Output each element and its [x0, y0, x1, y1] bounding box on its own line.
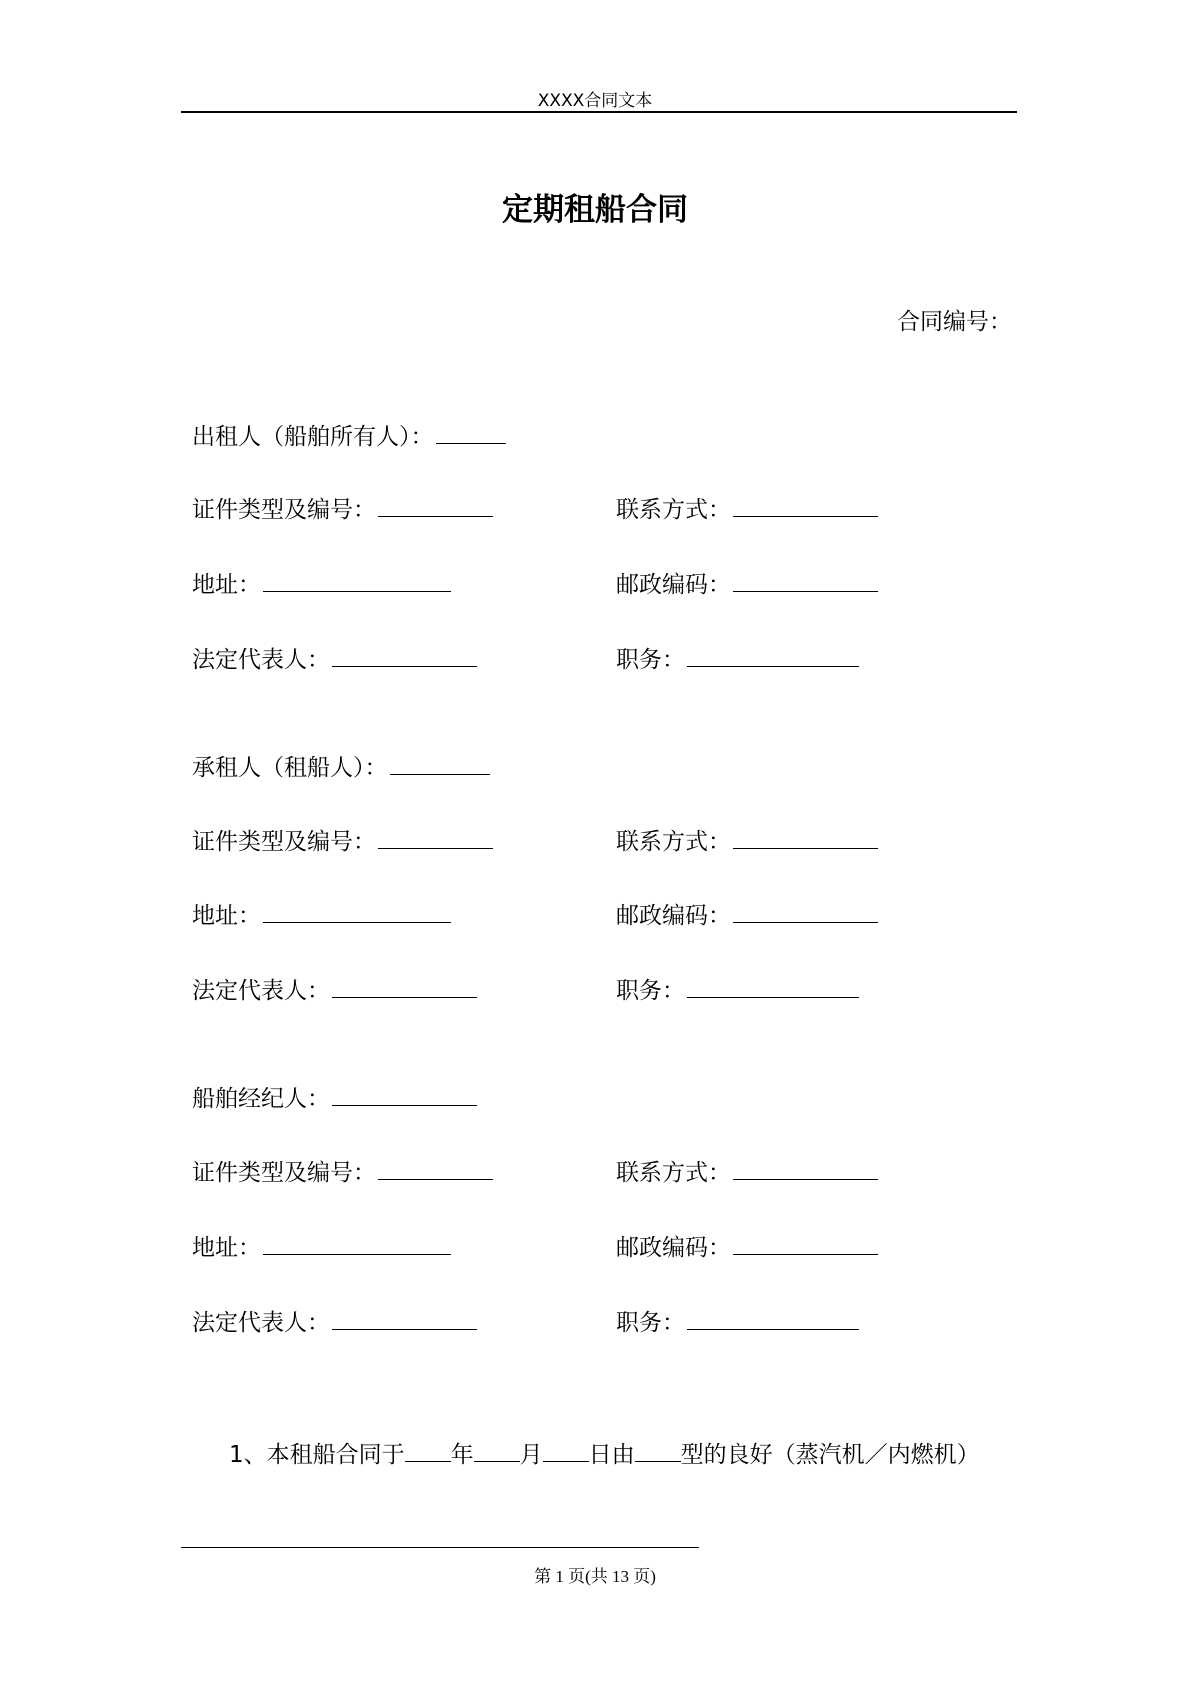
lessee-id-blank[interactable]	[378, 828, 493, 849]
lessee-name-blank[interactable]	[390, 754, 490, 775]
day-blank[interactable]	[543, 1441, 589, 1462]
broker-legal-rep-field: 法定代表人：	[192, 1304, 477, 1337]
lessee-address-blank[interactable]	[263, 902, 451, 923]
lessor-postcode-blank[interactable]	[733, 571, 878, 592]
broker-heading: 船舶经纪人：	[192, 1080, 477, 1113]
lessor-address-blank[interactable]	[263, 571, 451, 592]
broker-contact-field: 联系方式：	[616, 1154, 878, 1187]
broker-name-blank[interactable]	[332, 1085, 477, 1106]
lessee-legal-rep-blank[interactable]	[332, 977, 477, 998]
month-blank[interactable]	[474, 1441, 520, 1462]
broker-id-field: 证件类型及编号：	[192, 1154, 493, 1187]
clause-1: 1、本租船合同于 年 月 日由 型的良好（蒸汽机／内燃机）	[229, 1442, 980, 1468]
broker-position-blank[interactable]	[687, 1309, 859, 1330]
year-blank[interactable]	[405, 1441, 451, 1462]
page-footer: 第 1 页(共 13 页)	[534, 1567, 656, 1586]
lessor-name-blank[interactable]	[436, 423, 506, 444]
contract-number-label: 合同编号：	[897, 309, 1012, 335]
lessor-address-field: 地址：	[192, 566, 451, 599]
lessor-position-blank[interactable]	[687, 646, 859, 667]
lessor-position-field: 职务：	[616, 641, 859, 674]
lessee-contact-field: 联系方式：	[616, 823, 878, 856]
lessee-postcode-field: 邮政编码：	[616, 897, 878, 930]
lessor-contact-blank[interactable]	[733, 496, 878, 517]
lessor-heading: 出租人（船舶所有人）：	[192, 418, 506, 451]
lessee-postcode-blank[interactable]	[733, 902, 878, 923]
broker-legal-rep-blank[interactable]	[332, 1309, 477, 1330]
lessor-legal-rep-blank[interactable]	[332, 646, 477, 667]
lessee-position-field: 职务：	[616, 972, 859, 1005]
document-title: 定期租船合同	[502, 192, 688, 228]
lessee-position-blank[interactable]	[687, 977, 859, 998]
footer-divider	[181, 1547, 699, 1548]
broker-id-blank[interactable]	[378, 1159, 493, 1180]
lessee-address-field: 地址：	[192, 897, 451, 930]
lessee-heading: 承租人（租船人）：	[192, 749, 490, 782]
lessor-id-blank[interactable]	[378, 496, 493, 517]
lessee-legal-rep-field: 法定代表人：	[192, 972, 477, 1005]
lessor-contact-field: 联系方式：	[616, 491, 878, 524]
page-header: XXXX合同文本	[537, 91, 653, 111]
lessee-id-field: 证件类型及编号：	[192, 823, 493, 856]
broker-contact-blank[interactable]	[733, 1159, 878, 1180]
broker-address-field: 地址：	[192, 1229, 451, 1262]
header-divider	[181, 111, 1017, 113]
lessor-legal-rep-field: 法定代表人：	[192, 641, 477, 674]
ship-type-blank[interactable]	[635, 1441, 681, 1462]
lessor-postcode-field: 邮政编码：	[616, 566, 878, 599]
broker-postcode-field: 邮政编码：	[616, 1229, 878, 1262]
broker-postcode-blank[interactable]	[733, 1234, 878, 1255]
lessor-id-field: 证件类型及编号：	[192, 491, 493, 524]
lessee-contact-blank[interactable]	[733, 828, 878, 849]
broker-address-blank[interactable]	[263, 1234, 451, 1255]
broker-position-field: 职务：	[616, 1304, 859, 1337]
